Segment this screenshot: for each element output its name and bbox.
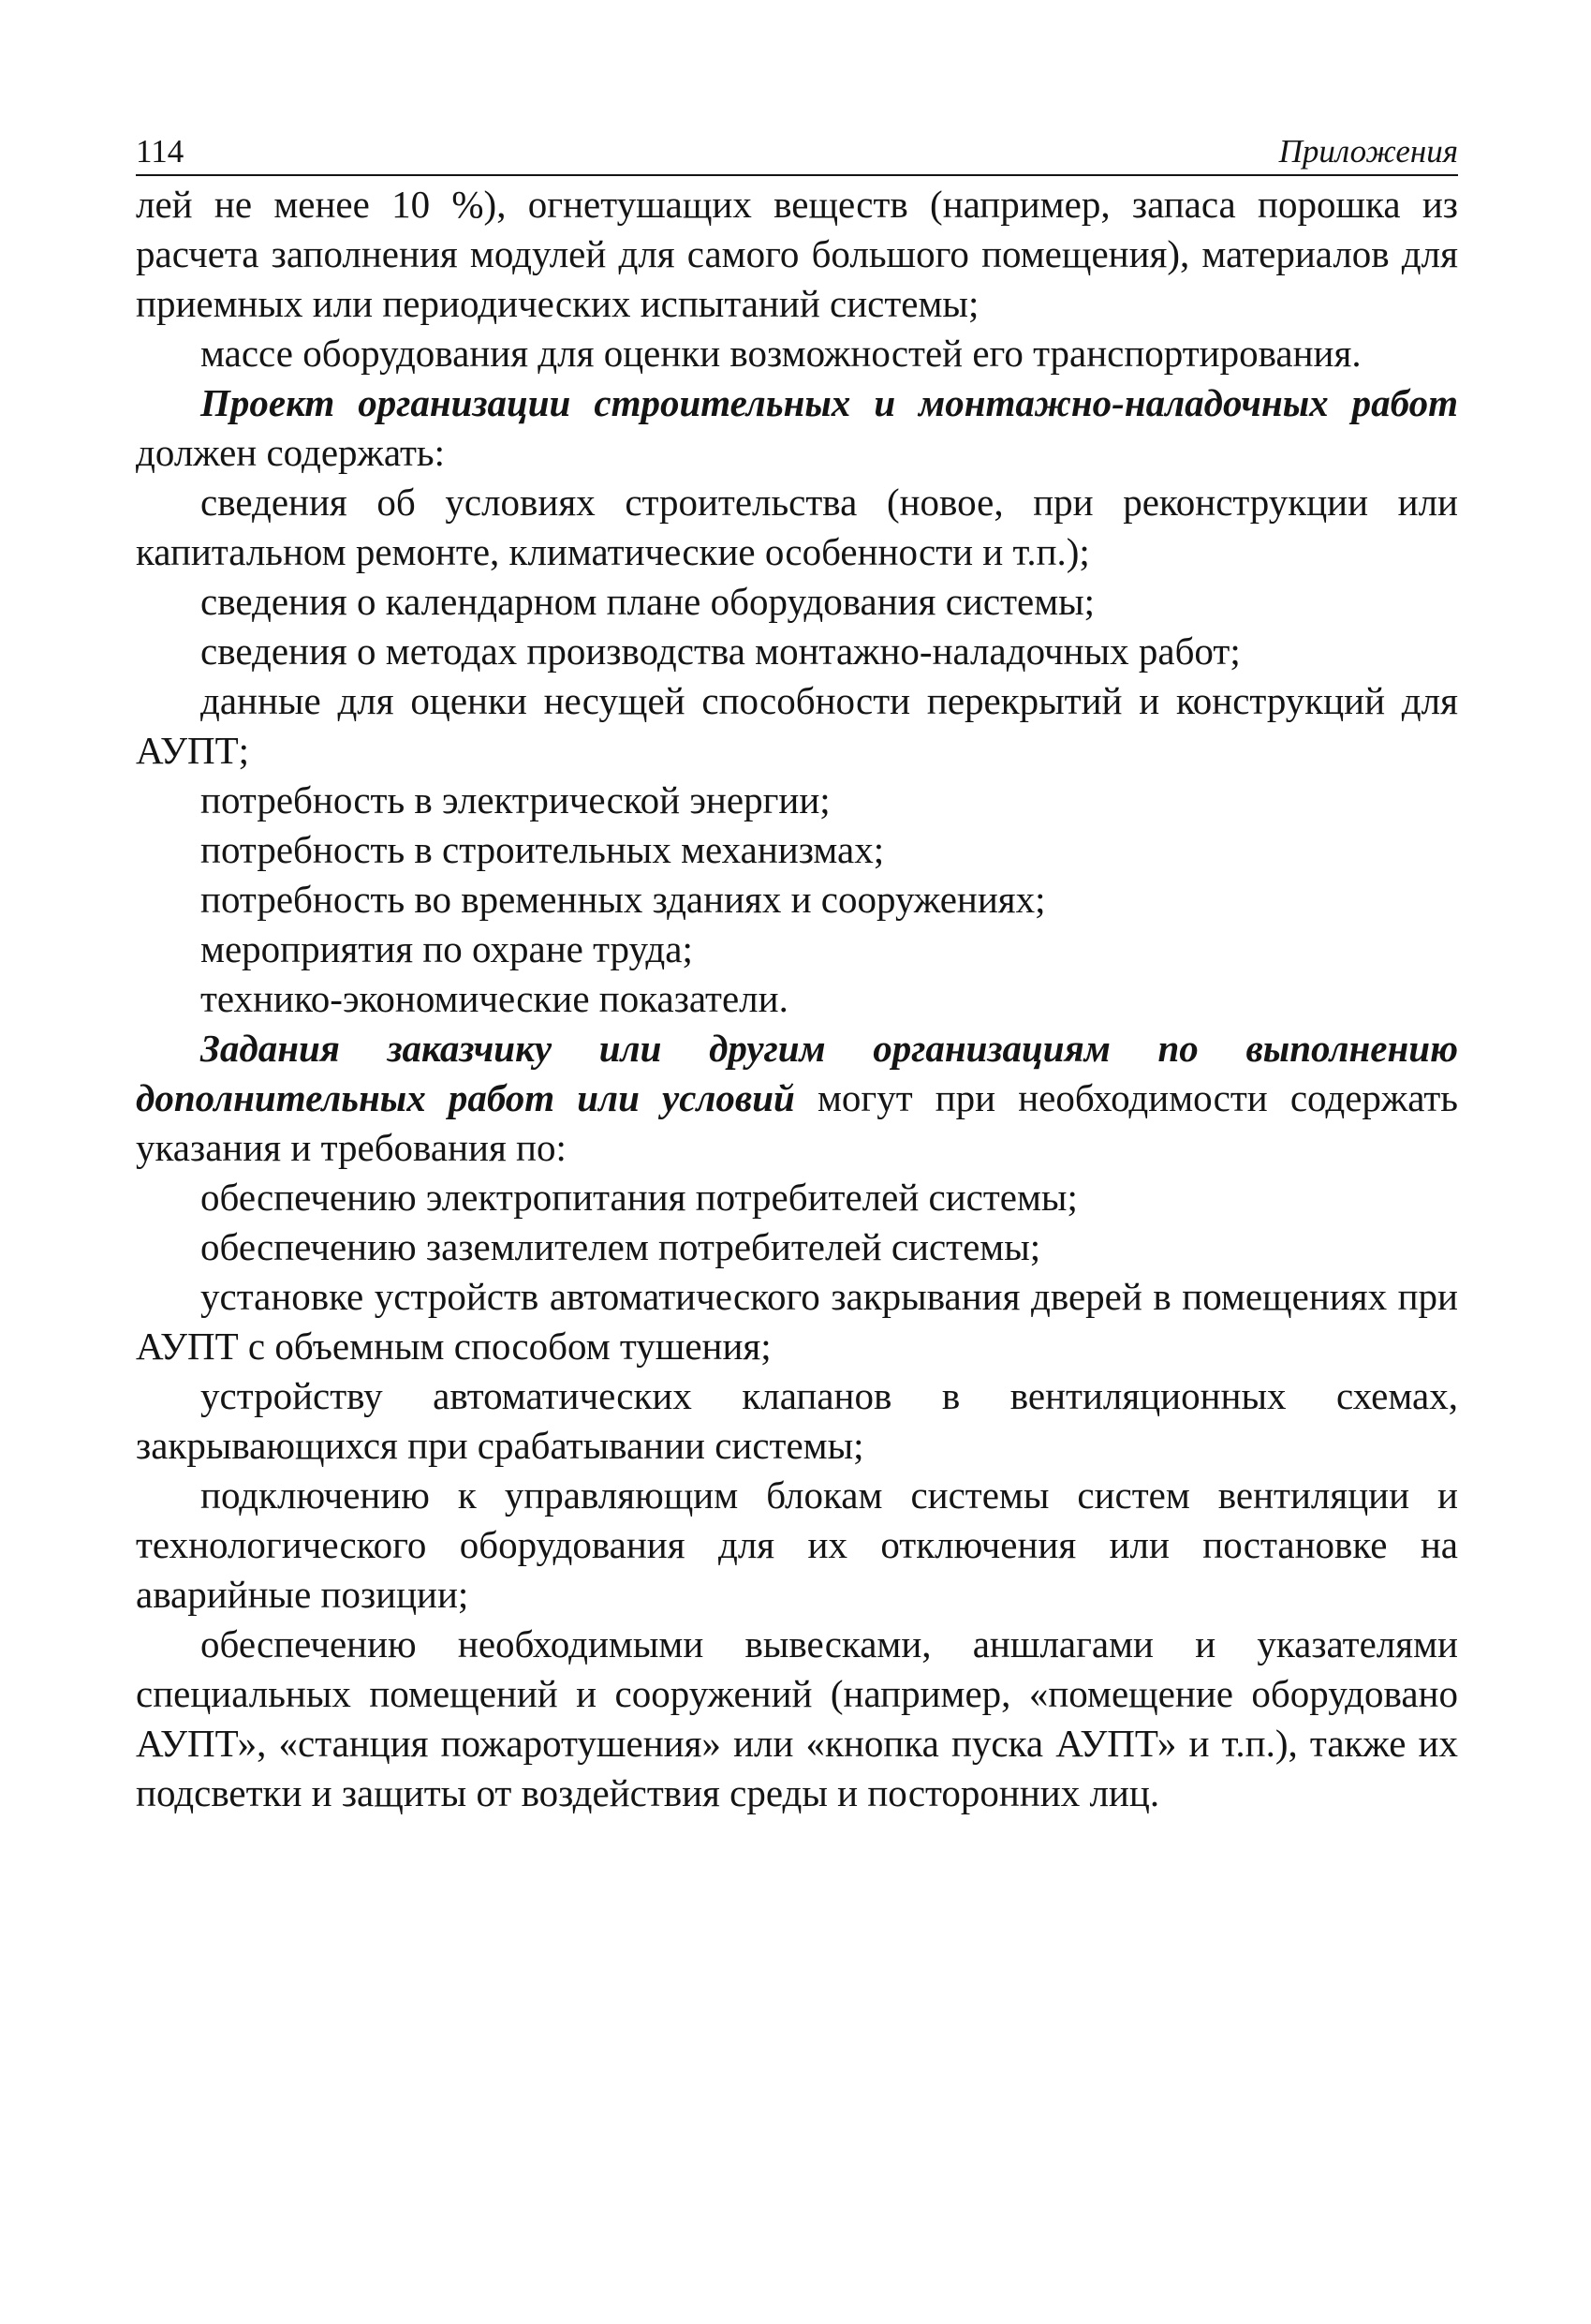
list-item: установке устройств автоматического закрывания дверей в помещениях при АУПТ с объемным способом тушения;	[136, 1275, 1458, 1368]
page-number: 114	[136, 133, 184, 170]
running-header	[136, 129, 1458, 176]
list-item: сведения об условиях строительства (новое, при реконструкции или капитальном ремонте, климатические особенности и т.п.);	[136, 481, 1458, 573]
list-item: потребность во временных зданиях и сооружениях;	[200, 878, 1046, 921]
list-item: технико-экономические показатели.	[200, 977, 788, 1020]
list-item-equipment-mass: массе оборудования для оценки возможностей его транспортирования.	[200, 332, 1362, 375]
emphasis-heading: Задания заказчику или другим организациям по выполнению дополнительных работ или условий	[136, 1027, 1458, 1119]
list-item: сведения о календарном плане оборудования системы;	[200, 580, 1096, 623]
list-item: обеспечению заземлителем потребителей системы;	[200, 1225, 1041, 1268]
list-item: данные для оценки несущей способности перекрытий и конструкций для АУПТ;	[136, 679, 1458, 772]
list-item: подключению к управляющим блокам системы систем вентиляции и технологического оборудования для их отключения или постановке на аварийные позиции;	[136, 1473, 1458, 1616]
list-item: потребность в электрической энергии;	[200, 778, 831, 822]
list-item: обеспечению необходимыми вывесками, аншлагами и указателями специальных помещений и сооружений (например, «помещение оборудовано АУПТ», «станция пожаротушения» или «кнопка пуска АУПТ» и т.п.), также их подсветки и защиты от воздействия среды и посторонних лиц.	[136, 1622, 1458, 1814]
paragraph-continuation: лей не менее 10 %), огнетушащих веществ (например, запаса порошка из расчета заполнения модулей для самого большого помещения), материалов для приемных или периодических испытаний системы;	[136, 183, 1458, 325]
emphasis-heading: Проект организации строительных и монтажно-наладочных работ	[200, 381, 1458, 424]
list-item: обеспечению электропитания потребителей системы;	[200, 1176, 1078, 1219]
section-title: Приложения	[1278, 133, 1458, 170]
list-item: сведения о методах производства монтажно-наладочных работ;	[200, 629, 1241, 673]
document-page	[136, 129, 1458, 1818]
body-text	[136, 180, 1458, 1818]
paragraph-customer-tasks: Задания заказчику или другим организациям по выполнению дополнительных работ или условий могут при необходимости содержать указания и требования по:	[136, 1027, 1458, 1169]
paragraph-construction-project: Проект организации строительных и монтажно-наладочных работ должен содержать:	[136, 381, 1458, 474]
list-item: мероприятия по охране труда;	[200, 927, 693, 970]
list-item: потребность в строительных механизмах;	[200, 828, 885, 871]
list-item: устройству автоматических клапанов в вентиляционных схемах, закрывающихся при срабатывании системы;	[136, 1374, 1458, 1467]
